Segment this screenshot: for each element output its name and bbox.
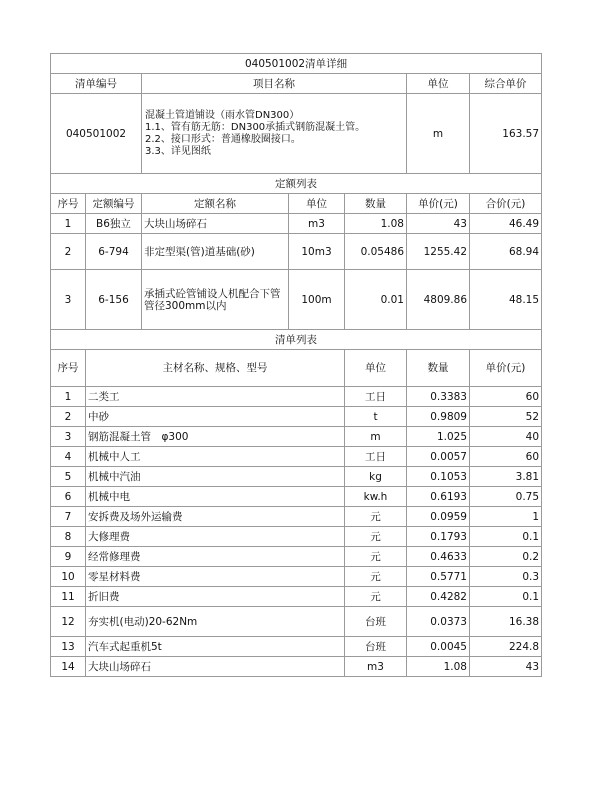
quota-header-cell: 定额名称: [142, 194, 289, 214]
material-no: 13: [51, 637, 86, 657]
quota-unit: 10m3: [289, 234, 345, 270]
material-price: 3.81: [470, 467, 542, 487]
material-header-cell: 单价(元): [470, 350, 542, 387]
material-unit: 台班: [345, 637, 407, 657]
material-price: 0.1: [470, 527, 542, 547]
material-unit: 台班: [345, 607, 407, 637]
material-row: [51, 507, 542, 527]
material-price: 43: [470, 657, 542, 677]
quota-unit: m3: [289, 214, 345, 234]
material-row: [51, 447, 542, 467]
material-unit: 元: [345, 587, 407, 607]
material-price: 60: [470, 447, 542, 467]
material-qty: 1.08: [407, 657, 470, 677]
material-qty: 0.0959: [407, 507, 470, 527]
material-row: [51, 587, 542, 607]
material-no: 4: [51, 447, 86, 467]
material-unit: 元: [345, 567, 407, 587]
header-name: 项目名称: [142, 74, 407, 94]
material-section-title: 清单列表: [51, 330, 542, 350]
material-name: 机械中人工: [86, 447, 345, 467]
header-code: 清单编号: [51, 74, 142, 94]
material-no: 8: [51, 527, 86, 547]
quota-code: B6独立: [86, 214, 142, 234]
quota-price: 4809.86: [407, 270, 470, 330]
material-qty: 0.6193: [407, 487, 470, 507]
material-qty: 0.5771: [407, 567, 470, 587]
quota-no: 1: [51, 214, 86, 234]
item-description-line: 2.2、接口形式：普通橡胶圈接口。: [145, 133, 301, 145]
item-description-line: 1.1、管有筋无筋：DN300承插式钢筋混凝土管。: [145, 121, 366, 133]
material-no: 6: [51, 487, 86, 507]
material-qty: 0.3383: [407, 387, 470, 407]
material-price: 52: [470, 407, 542, 427]
material-price: 0.2: [470, 547, 542, 567]
material-name: 夯实机(电动)20-62Nm: [86, 607, 345, 637]
quota-header-cell: 序号: [51, 194, 86, 214]
quota-price: 43: [407, 214, 470, 234]
material-no: 7: [51, 507, 86, 527]
material-row: [51, 527, 542, 547]
material-qty: 0.1053: [407, 467, 470, 487]
quota-row: [51, 214, 542, 234]
quota-no: 2: [51, 234, 86, 270]
material-row: [51, 487, 542, 507]
material-name: 零星材料费: [86, 567, 345, 587]
item-unit: m: [407, 94, 470, 174]
quota-section-title: 定额列表: [51, 174, 542, 194]
quota-qty: 0.05486: [345, 234, 407, 270]
material-name: 机械中汽油: [86, 467, 345, 487]
material-price: 0.1: [470, 587, 542, 607]
quota-qty: 1.08: [345, 214, 407, 234]
material-no: 2: [51, 407, 86, 427]
quota-total: 46.49: [470, 214, 542, 234]
material-qty: 0.0045: [407, 637, 470, 657]
material-unit: m: [345, 427, 407, 447]
material-price: 224.8: [470, 637, 542, 657]
material-qty: 0.9809: [407, 407, 470, 427]
material-row: [51, 567, 542, 587]
material-qty: 0.0373: [407, 607, 470, 637]
quota-name: 大块山场碎石: [142, 214, 289, 234]
material-name: 中砂: [86, 407, 345, 427]
material-qty: 0.4633: [407, 547, 470, 567]
quota-code: 6-156: [86, 270, 142, 330]
material-price: 40: [470, 427, 542, 447]
quota-header-cell: 单价(元): [407, 194, 470, 214]
quota-row: [51, 270, 542, 330]
quota-total: 48.15: [470, 270, 542, 330]
material-no: 5: [51, 467, 86, 487]
page-title: 040501002清单详细: [51, 54, 542, 74]
material-unit: kg: [345, 467, 407, 487]
quota-header-cell: 合价(元): [470, 194, 542, 214]
material-unit: 元: [345, 527, 407, 547]
item-description-line: 3.3、详见图纸: [145, 145, 211, 157]
quota-unit: 100m: [289, 270, 345, 330]
material-no: 14: [51, 657, 86, 677]
quota-header-cell: 单位: [289, 194, 345, 214]
material-unit: 元: [345, 547, 407, 567]
quota-code: 6-794: [86, 234, 142, 270]
material-unit: m3: [345, 657, 407, 677]
item-description: [142, 94, 407, 174]
quota-name: 承插式砼管铺设人机配合下管管径300mm以内: [142, 270, 289, 330]
material-qty: 0.0057: [407, 447, 470, 467]
header-unit: 单位: [407, 74, 470, 94]
material-name: 经常修理费: [86, 547, 345, 567]
material-no: 3: [51, 427, 86, 447]
material-header-cell: 主材名称、规格、型号: [86, 350, 345, 387]
bill-detail-table: [50, 53, 542, 677]
material-row: [51, 637, 542, 657]
material-price: 0.3: [470, 567, 542, 587]
quota-total: 68.94: [470, 234, 542, 270]
material-name: 二类工: [86, 387, 345, 407]
material-name: 汽车式起重机5t: [86, 637, 345, 657]
material-row: [51, 407, 542, 427]
material-no: 10: [51, 567, 86, 587]
material-name: 大块山场碎石: [86, 657, 345, 677]
quota-qty: 0.01: [345, 270, 407, 330]
material-qty: 0.1793: [407, 527, 470, 547]
material-unit: 工日: [345, 447, 407, 467]
material-unit: kw.h: [345, 487, 407, 507]
material-name: 安拆费及场外运输费: [86, 507, 345, 527]
item-description-line: 混凝土管道铺设（雨水管DN300）: [145, 109, 300, 121]
material-unit: 元: [345, 507, 407, 527]
item-code: 040501002: [51, 94, 142, 174]
material-row: [51, 387, 542, 407]
material-row: [51, 427, 542, 447]
material-no: 1: [51, 387, 86, 407]
material-header-cell: 数量: [407, 350, 470, 387]
material-no: 9: [51, 547, 86, 567]
material-header-cell: 序号: [51, 350, 86, 387]
material-price: 60: [470, 387, 542, 407]
quota-no: 3: [51, 270, 86, 330]
material-row: [51, 467, 542, 487]
material-header-cell: 单位: [345, 350, 407, 387]
quota-row: [51, 234, 542, 270]
header-price: 综合单价: [470, 74, 542, 94]
material-row: [51, 607, 542, 637]
material-row: [51, 547, 542, 567]
material-name: 大修理费: [86, 527, 345, 547]
material-no: 12: [51, 607, 86, 637]
material-qty: 1.025: [407, 427, 470, 447]
material-no: 11: [51, 587, 86, 607]
material-name: 折旧费: [86, 587, 345, 607]
material-price: 1: [470, 507, 542, 527]
quota-header-cell: 定额编号: [86, 194, 142, 214]
material-price: 16.38: [470, 607, 542, 637]
material-price: 0.75: [470, 487, 542, 507]
quota-price: 1255.42: [407, 234, 470, 270]
material-unit: t: [345, 407, 407, 427]
quota-name: 非定型渠(管)道基础(砂): [142, 234, 289, 270]
material-qty: 0.4282: [407, 587, 470, 607]
quota-header-cell: 数量: [345, 194, 407, 214]
material-name: 机械中电: [86, 487, 345, 507]
material-unit: 工日: [345, 387, 407, 407]
material-name: 钢筋混凝土管 φ300: [86, 427, 345, 447]
material-row: [51, 657, 542, 677]
item-price: 163.57: [470, 94, 542, 174]
